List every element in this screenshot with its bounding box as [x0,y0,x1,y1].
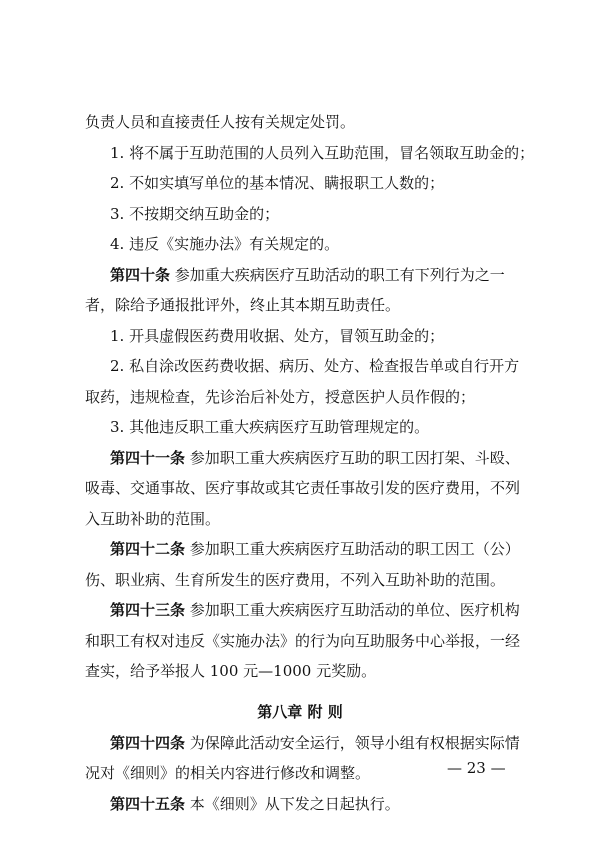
article-43: 第四十三条 参加职工重大疾病医疗互助活动的单位、医疗机构 [110,601,520,619]
list-item: 2. 私自涂改医药费收据、病历、处方、检查报告单或自行开方 [110,357,520,375]
article-heading: 第四十一条 [110,449,186,467]
article-41: 第四十一条 参加职工重大疾病医疗互助的职工因打架、斗殴、 [110,449,520,467]
article-heading: 第四十四条 [110,734,186,752]
paragraph-line: 和职工有权对违反《实施办法》的行为向互助服务中心举报，一经 [85,632,521,650]
article-heading: 第四十五条 [110,795,186,813]
article-44: 第四十四条 为保障此活动安全运行，领导小组有权根据实际情 [110,734,520,752]
paragraph-line: 查实，给予举报人 100 元—1000 元奖励。 [85,662,377,680]
list-item: 3. 其他违反职工重大疾病医疗互助管理规定的。 [110,418,430,436]
article-40: 第四十条 参加重大疾病医疗互助活动的职工有下列行为之一 [110,266,505,284]
article-heading: 第四十条 [110,266,171,284]
paragraph-line: 伤、职业病、生育所发生的医疗费用，不列入互助补助的范围。 [85,571,506,589]
page-number: — 23 — [447,759,506,777]
paragraph-line: 负责人员和直接责任人按有关规定处罚。 [85,113,356,131]
list-item: 2. 不如实填写单位的基本情况、瞒报职工人数的； [110,174,445,192]
article-heading: 第四十三条 [110,601,186,619]
list-item: 3. 不按期交纳互助金的； [110,205,280,223]
paragraph-line: 况对《细则》的相关内容进行修改和调整。 [85,764,371,782]
paragraph-line: 吸毒、交通事故、医疗事故或其它责任事故引发的医疗费用，不列 [85,479,521,497]
article-heading: 第四十二条 [110,540,186,558]
article-45: 第四十五条 本《细则》从下发之日起执行。 [110,795,400,813]
list-item: 1. 开具虚假医药费用收据、处方，冒领互助金的； [110,327,445,345]
paragraph-line: 取药，违规检查，先诊治后补处方，授意医护人员作假的； [85,388,476,406]
paragraph-line: 入互助补助的范围。 [85,510,221,528]
paragraph-line: 者，除给予通报批评外，终止其本期互助责任。 [85,296,401,314]
list-item: 4. 违反《实施办法》有关规定的。 [110,235,340,253]
list-item: 1. 将不属于互助范围的人员列入互助范围，冒名领取互助金的； [110,144,535,162]
article-42: 第四十二条 参加职工重大疾病医疗互助活动的职工因工（公） [110,540,520,558]
chapter-title: 第八章 附 则 [257,703,343,721]
